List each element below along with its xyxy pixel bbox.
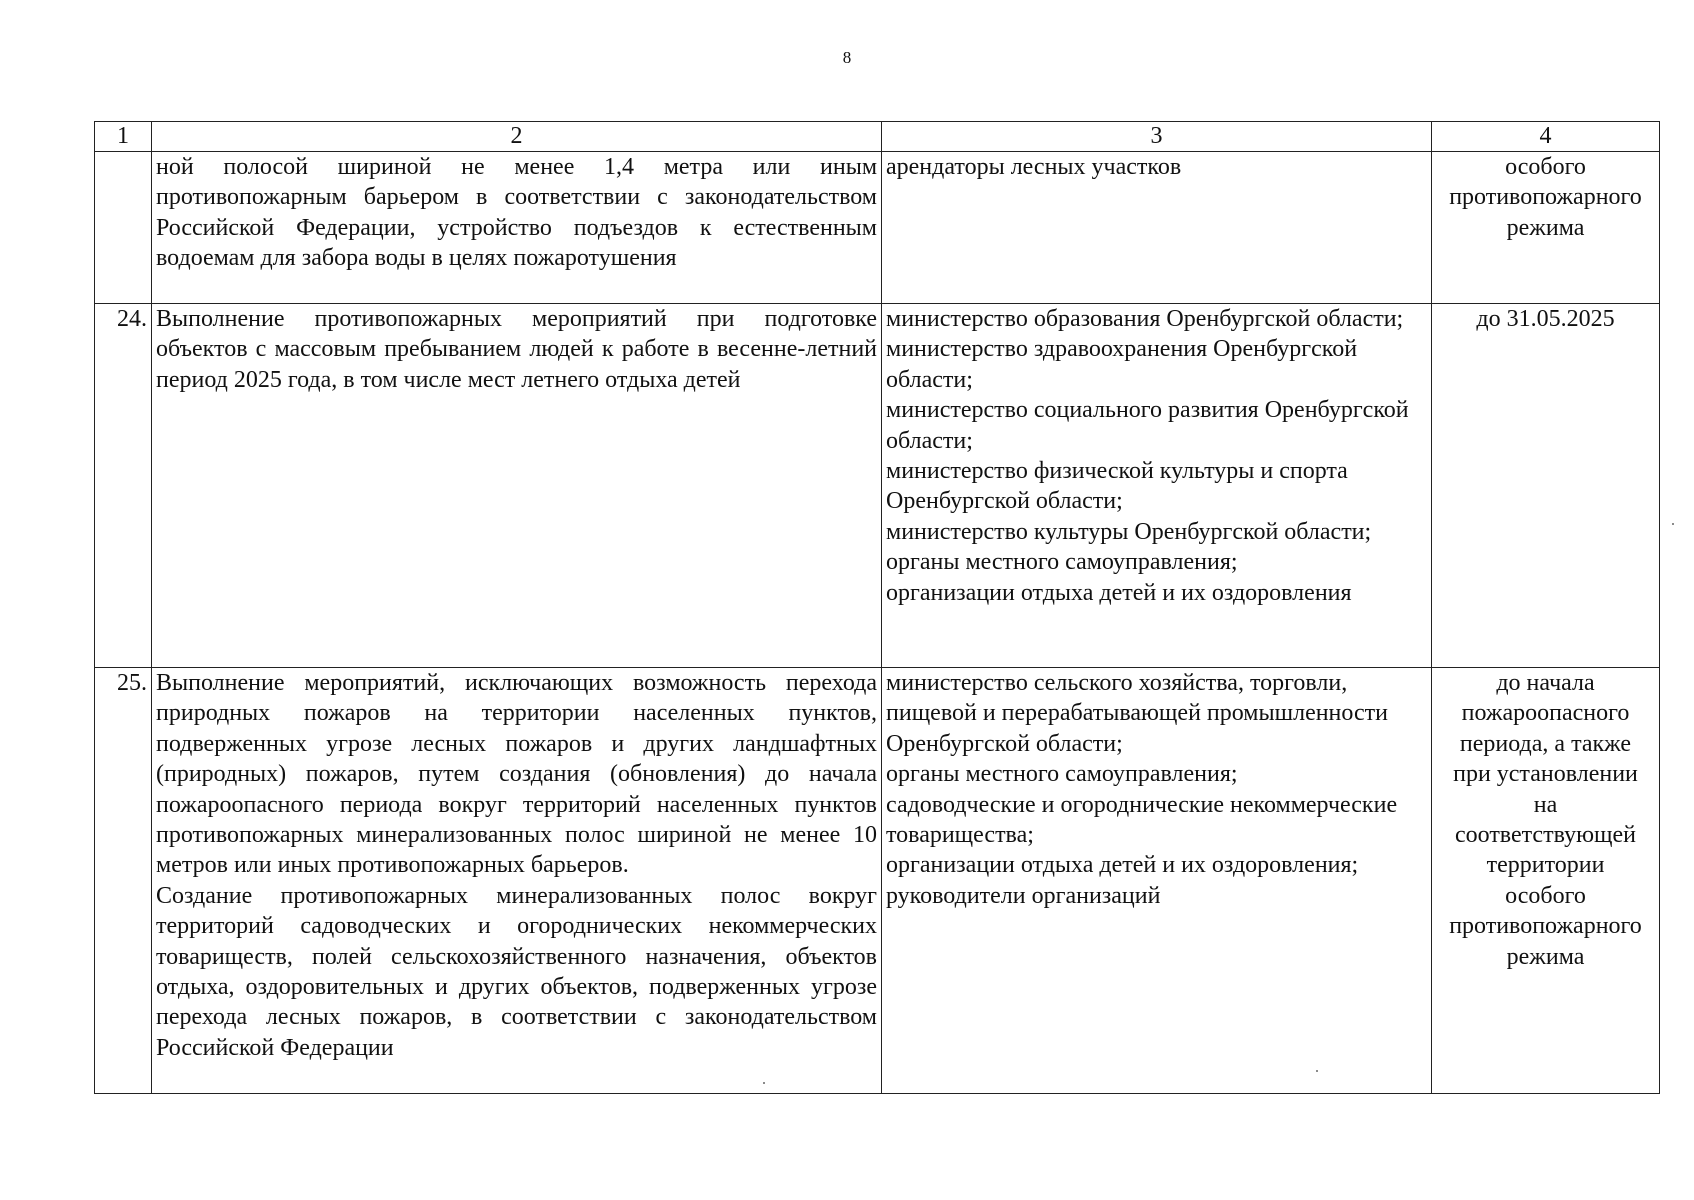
deadline-line: территории: [1486, 852, 1605, 879]
executor-item: министерство сельского хозяйства, торговли, пищевой и перерабатывающей промышленности Оренбургской области;: [886, 670, 1388, 757]
table-row: [95, 304, 1660, 668]
executor-item: арендаторы лесных участков: [886, 154, 1182, 180]
deadline-line: до начала: [1496, 670, 1595, 696]
table-row: [95, 668, 1660, 1094]
executor-item: органы местного самоуправления;: [886, 549, 1238, 576]
executor-item: органы местного самоуправления;: [886, 761, 1238, 788]
measure-cell: [152, 152, 882, 304]
deadline-line: особого: [1505, 154, 1586, 180]
deadline-line: на: [1533, 791, 1558, 818]
scan-speck: [763, 1082, 765, 1084]
measure-cell: [152, 304, 882, 668]
measure-text: ной полосой шириной не менее 1,4 метра или иным противопожарным барьером в соответствии с законодательством Российской Федерации, устройство подъездов к естественным водоемам для забора воды в целях пожаротушения: [156, 154, 877, 272]
executors-cell: [882, 668, 1432, 1094]
executors-cell: [882, 152, 1432, 304]
executor-item: министерство социального развития Оренбургской области;: [886, 397, 1409, 454]
scan-speck: [1672, 523, 1674, 525]
executor-item: министерство образования Оренбургской области;: [886, 306, 1404, 332]
page-number: 8: [842, 48, 852, 67]
column-number-1: 1: [95, 122, 152, 152]
deadline-line: особого: [1505, 882, 1586, 909]
executors-cell: [882, 304, 1432, 668]
row-number: [95, 152, 152, 304]
executor-item: руководители организаций: [886, 882, 1161, 909]
row-number: 24.: [95, 304, 152, 668]
deadline-line: периода, а также: [1459, 730, 1632, 757]
scan-speck: [1316, 1070, 1318, 1072]
executor-item: организации отдыха детей и их оздоровления;: [886, 852, 1359, 879]
deadline-line: при установлении: [1453, 761, 1638, 788]
column-number-4: 4: [1432, 122, 1660, 152]
table-row: [95, 152, 1660, 304]
measures-table: [94, 121, 1660, 1094]
measure-text: Выполнение мероприятий, исключающих возможность перехода природных пожаров на территории населенных пунктов, подверженных угрозе лесных пожаров и других ландшафтных (природных) пожаров, путем создания (обновления) до начала пожароопасного периода вокруг территорий населенных пунктов противопожарных минерализованных полос шириной не менее 10 метров или иных противопожарных барьеров.: [156, 670, 877, 879]
row-number: 25.: [95, 668, 152, 1094]
deadline-line: режима: [1506, 943, 1585, 970]
executor-item: министерство здравоохранения Оренбургской области;: [886, 336, 1358, 393]
column-number-2: 2: [152, 122, 882, 152]
executor-item: министерство культуры Оренбургской области;: [886, 518, 1372, 545]
executor-item: министерство физической культуры и спорта Оренбургской области;: [886, 458, 1348, 515]
column-number-row: [95, 122, 1660, 152]
executor-item: организации отдыха детей и их оздоровления: [886, 579, 1352, 606]
deadline-cell: [1432, 304, 1660, 668]
measure-text: Создание противопожарных минерализованных полос вокруг территорий садоводческих и огороднических некоммерческих товариществ, полей сельскохозяйственного назначения, объектов отдыха, оздоровительных и других объектов, подверженных угрозе перехода лесных пожаров, в соответствии с законодательством Российской Федерации: [156, 882, 877, 1061]
deadline-line: до 31.05.2025: [1476, 306, 1615, 332]
deadline-cell: [1432, 152, 1660, 304]
deadline-line: противопожарного: [1449, 913, 1642, 940]
deadline-line: режима: [1506, 214, 1585, 241]
deadline-line: противопожарного: [1449, 184, 1642, 211]
measure-text: Выполнение противопожарных мероприятий при подготовке объектов с массовым пребыванием людей к работе в весенне-летний период 2025 года, в том числе мест летнего отдыха детей: [156, 306, 877, 393]
deadline-line: соответствующей: [1454, 822, 1636, 849]
executor-item: садоводческие и огороднические некоммерческие товарищества;: [886, 791, 1398, 849]
deadline-cell: [1432, 668, 1660, 1094]
measure-cell: [152, 668, 882, 1094]
deadline-line: пожароопасного: [1461, 700, 1630, 727]
column-number-3: 3: [882, 122, 1432, 152]
